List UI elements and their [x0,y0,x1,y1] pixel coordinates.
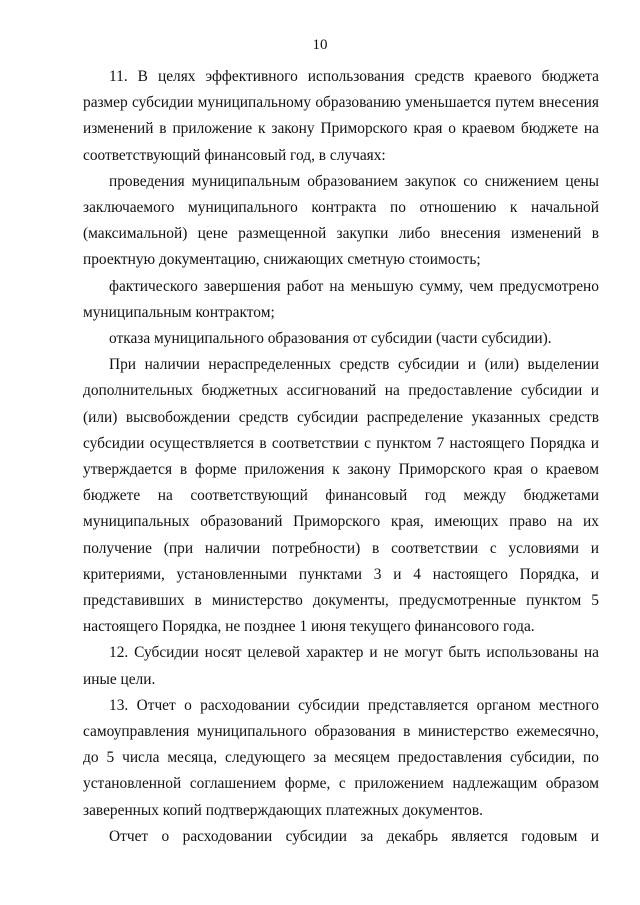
page-number: 10 [312,37,328,53]
paragraph-case-price-reduction: проведения муниципальным образованием закупок со снижением цены заключаемого муниципального контракта по отношению к начальной (максимальной) цене размещенной закупки либо внесения изменений в проектную документацию, снижающих сметную стоимость; [83,172,599,269]
paragraph-case-refusal: отказа муниципального образования от субсидии (части субсидии). [109,330,552,348]
paragraph-december-report: Отчет о расходовании субсидии за декабрь является годовым и [109,827,599,845]
paragraph-item-12: 12. Субсидии носят целевой характер и не могут быть использованы на иные цели. [83,644,599,688]
paragraph-redistribution: При наличии нераспределенных средств субсидии и (или) выделении дополнительных бюджетных ассигнований на предоставление субсидии и (или) высвобождении средств субсидии распределение указанных средств субсидии осуществляется в соответствии с пунктом 7 настоящего Порядка и утверждается в форме приложения к закону Приморского края о краевом бюджете на соответствующий финансовый год между бюджетами муниципальных образований Приморского края, имеющих право на их получение (при наличии потребности) в соответствии с условиями и критериями, установленными пунктами 3 и 4 настоящего Порядка, и представивших в министерство документы, предусмотренные пунктом 5 настоящего Порядка, не позднее 1 июня текущего финансового года. [83,356,599,636]
paragraph-case-smaller-sum: фактического завершения работ на меньшую сумму, чем предусмотрено муниципальным контрактом; [83,277,599,321]
paragraph-item-13: 13. Отчет о расходовании субсидии представляется органом местного самоуправления муниципального образования в министерство ежемесячно, до 5 числа месяца, следующего за месяцем предоставления субсидии, по установленной соглашением форме, с приложением надлежащим образом заверенных копий подтверждающих платежных документов. [83,696,599,819]
paragraph-item-11: 11. В целях эффективного использования средств краевого бюджета размер субсидии муниципальному образованию уменьшается путем внесения изменений в приложение к закону Приморского края о краевом бюджете на соответствующий финансовый год, в случаях: [83,68,599,164]
document-body [83,64,599,850]
